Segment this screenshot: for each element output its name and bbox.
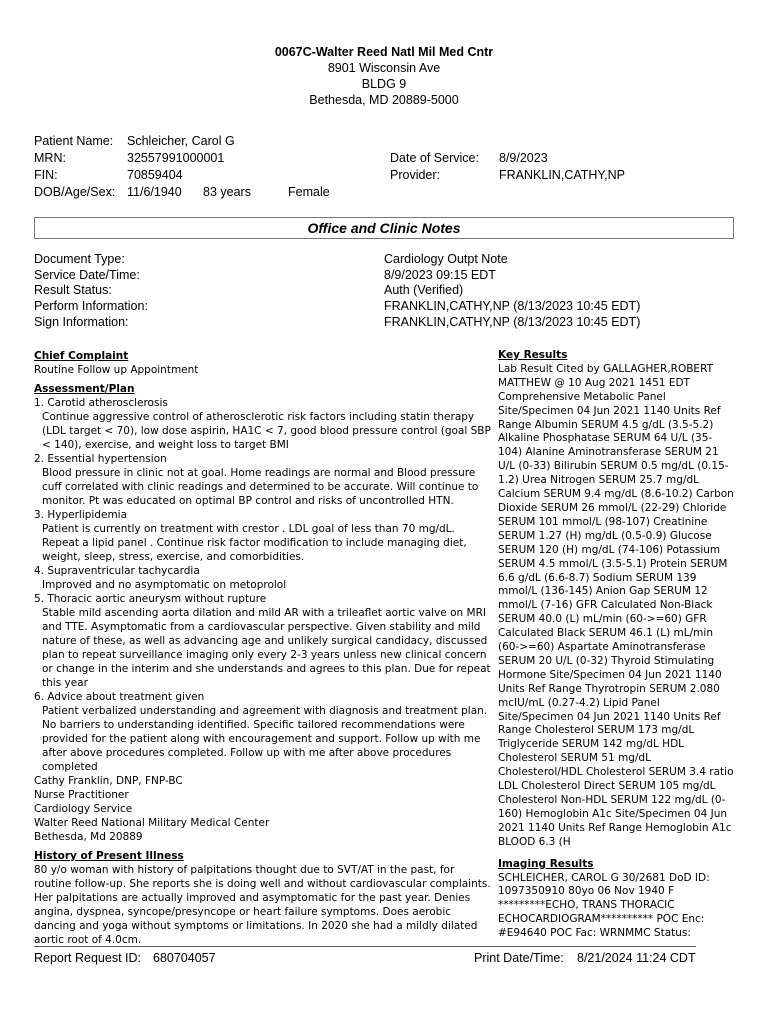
doc-sign: FRANKLIN,CATHY,NP (8/13/2023 10:45 EDT) xyxy=(384,314,641,329)
ap-item-title: 1. Carotid atherosclerosis xyxy=(34,397,168,409)
dob-value: 11/6/1940 xyxy=(127,185,182,199)
ap-item xyxy=(34,564,494,592)
ap-item-text: Continue aggressive control of atherosclerotic risk factors including statin therapy (LDL target < 70), low dose aspirin, HA1C < 7, good blood pressure control (goal SBP < 140), exercise, and weight loss to target BMI xyxy=(42,411,491,451)
ap-item xyxy=(34,452,494,508)
ap-item-text: Improved and no asymptomatic on metoprolol xyxy=(42,579,287,591)
dob-label: DOB/Age/Sex: xyxy=(34,185,116,199)
mrn-label: MRN: xyxy=(34,151,66,165)
right-column xyxy=(498,349,736,941)
imaging-results-text: SCHLEICHER, CAROL G 30/2681 DoD ID: 1097350910 80yo 06 Nov 1940 F *********ECHO, TRANS THORACIC ECHOCARDIOGRAM********** POC Enc: #E94640 POC Fac: WRNMMC Status: xyxy=(498,871,710,940)
age-value: 83 years xyxy=(203,185,251,199)
ap-item-title: 4. Supraventricular tachycardia xyxy=(34,565,200,577)
ap-item-title: 6. Advice about treatment given xyxy=(34,691,205,703)
doc-meta-labels xyxy=(34,252,148,331)
signature-title: Nurse Practitioner xyxy=(34,789,129,801)
key-results-heading: Key Results xyxy=(498,349,568,361)
section-banner: Office and Clinic Notes xyxy=(34,217,734,239)
facility-address1: 8901 Wisconsin Ave xyxy=(327,61,441,75)
dos-label: Date of Service: xyxy=(390,151,479,165)
facility-header xyxy=(0,44,768,108)
report-request-label: Report Request ID: xyxy=(34,951,141,965)
provider-label: Provider: xyxy=(390,168,441,182)
ap-item-text: Patient verbalized understanding and agreement with diagnosis and treatment plan. No barriers to understanding identified. Specific tailored recommendations were provided for the patient along with encouragement and support. Follow up with me after above procedures completed. Follow up with me after above procedures completed xyxy=(42,705,488,773)
facility-city: Bethesda, MD 20889-5000 xyxy=(309,93,459,107)
assessment-plan-heading: Assessment/Plan xyxy=(34,383,135,395)
left-column xyxy=(34,349,494,947)
doc-type: Cardiology Outpt Note xyxy=(384,252,508,266)
provider-value: FRANKLIN,CATHY,NP xyxy=(499,168,625,182)
doc-datetime-label: Service Date/Time: xyxy=(34,267,140,282)
sex-value: Female xyxy=(288,185,330,199)
report-request-id: 680704057 xyxy=(153,951,216,965)
key-results-text: Lab Result Cited by GALLAGHER,ROBERT MATTHEW @ 10 Aug 2021 1451 EDT Comprehensive Metabolic Panel Site/Specimen 04 Jun 2021 1140 Units Ref Range Albumin SERUM 4.5 g/dL (3.5-5.2) Alkaline Phosphatase SERUM 64 U/L (35-104) Alanine Aminotransferase SERUM 21 U/L (0-33) Bilirubin SERUM 0.5 mg/dL (0.15-1.2) Urea Nitrogen SERUM 25.7 mg/dL Calcium SERUM 9.4 mg/dL (8.6-10.2) Carbon Dioxide SERUM 26 mmol/L (22-29) Chloride SERUM 101 mmol/L (98-107) Creatinine SERUM 1.27 (H) mg/dL (0.5-0.9) Glucose SERUM 120 (H) mg/dL (74-106) Potassium SERUM 4.5 mmol/L (3.5-5.1) Protein SERUM 6.6 g/dL (6.6-8.7) Sodium SERUM 139 mmol/L (136-145) Anion Gap SERUM 12 mmol/L (7-16) GFR Calculated Non-Black SERUM 40.0 (L) mL/min (60->=60) GFR Calculated Black SERUM 46.1 (L) mL/min (60->=60) Aspartate Aminotransferase SERUM 20 U/L (0-32) Thyroid Stimulating Hormone Site/Specimen 04 Jun 2021 1140 Units Ref Range Thyrotropin SERUM 2.080 mcIU/mL (0.27-4.2) Lipid Panel Site/Specimen 04 Jun 2021 1140 Units Ref Range Cholesterol SERUM 173 mg/dL Triglyceride SERUM 142 mg/dL HDL Cholesterol SERUM 51 mg/dL Cholesterol/HDL Cholesterol SERUM 3.4 ratio LDL Cholesterol Direct SERUM 105 mg/dL Cholesterol Non-HDL SERUM 122 mg/dL (0-160) Hemoglobin A1c Site/Specimen 04 Jun 2021 1140 Units Ref Range Hemoglobin A1c BLOOD 6.3 (H xyxy=(498,362,734,848)
ap-item-title: 5. Thoracic aortic aneurysm without rupture xyxy=(34,593,267,605)
footer-divider xyxy=(34,946,696,947)
print-datetime: 8/21/2024 11:24 CDT xyxy=(577,951,696,965)
imaging-results-heading: Imaging Results xyxy=(498,857,594,870)
facility-address2: BLDG 9 xyxy=(361,77,407,91)
doc-datetime: 8/9/2023 09:15 EDT xyxy=(384,267,496,282)
signature-city: Bethesda, Md 20889 xyxy=(34,831,143,843)
facility-name: 0067C-Walter Reed Natl Mil Med Cntr xyxy=(274,45,494,59)
ap-item xyxy=(34,396,494,452)
doc-meta-values xyxy=(384,252,640,331)
hpi-text: 80 y/o woman with history of palpitations thought due to SVT/AT in the past, for routine follow-up. She reports she is doing well and without cardiovascular complaints. Her palpitations are actually improved and asymptomatic for the past year. Denies angina, dyspnea, syncope/presyncope or heart failure symptoms. Does aerobic dancing and yoga without symptoms or limitations. In 2020 she had a mildly dilated aortic root of 4.0cm. xyxy=(34,864,491,946)
signature-service: Cardiology Service xyxy=(34,803,133,815)
ap-item xyxy=(34,690,494,774)
chief-complaint-text: Routine Follow up Appointment xyxy=(34,364,199,376)
hpi-heading: History of Present Illness xyxy=(34,850,184,862)
doc-perform: FRANKLIN,CATHY,NP (8/13/2023 10:45 EDT) xyxy=(384,299,641,314)
doc-type-label: Document Type: xyxy=(34,252,125,266)
ap-item-text: Patient is currently on treatment with crestor . LDL goal of less than 70 mg/dL. Repeat a lipid panel . Continue risk factor modification to include managing diet, weight, sleep, stress, exercise, and comorbidities. xyxy=(42,523,467,563)
dos-value: 8/9/2023 xyxy=(499,151,548,165)
doc-perform-label: Perform Information: xyxy=(34,299,148,314)
doc-status-label: Result Status: xyxy=(34,283,112,298)
fin-label: FIN: xyxy=(34,168,58,182)
ap-item xyxy=(34,508,494,564)
fin-value: 70859404 xyxy=(127,168,183,182)
ap-item-title: 3. Hyperlipidemia xyxy=(34,509,128,521)
ap-item xyxy=(34,592,494,690)
patient-name-label: Patient Name: xyxy=(34,134,114,148)
doc-status: Auth (Verified) xyxy=(384,283,464,298)
signature-facility: Walter Reed National Military Medical Center xyxy=(34,817,270,829)
signature-name: Cathy Franklin, DNP, FNP-BC xyxy=(34,775,183,787)
doc-sign-label: Sign Information: xyxy=(34,314,129,329)
patient-name: Schleicher, Carol G xyxy=(127,134,235,148)
chief-complaint-heading: Chief Complaint xyxy=(34,350,129,362)
mrn-value: 32557991000001 xyxy=(127,151,225,165)
ap-item-text: Stable mild ascending aorta dilation and mild AR with a trileaflet aortic valve on MRI and TTE. Asymptomatic from a cardiovascular perspective. Given stability and mild nature of these, as well as advancing age and unlikely surgical candidacy, discussed plan to repeat surveillance imaging only every 2-3 years unless new clinical concern or change in the interim and she understands and agrees to this plan. Due for repeat this year xyxy=(42,607,491,689)
print-datetime-label: Print Date/Time: xyxy=(474,951,564,965)
ap-item-text: Blood pressure in clinic not at goal. Home readings are normal and Blood pressure cuff correlated with clinic readings and determined to be accurate. Will continue to monitor. Pt was educated on optimal BP control and risks of uncontrolled HTN. xyxy=(42,467,479,507)
ap-item-title: 2. Essential hypertension xyxy=(34,453,167,465)
